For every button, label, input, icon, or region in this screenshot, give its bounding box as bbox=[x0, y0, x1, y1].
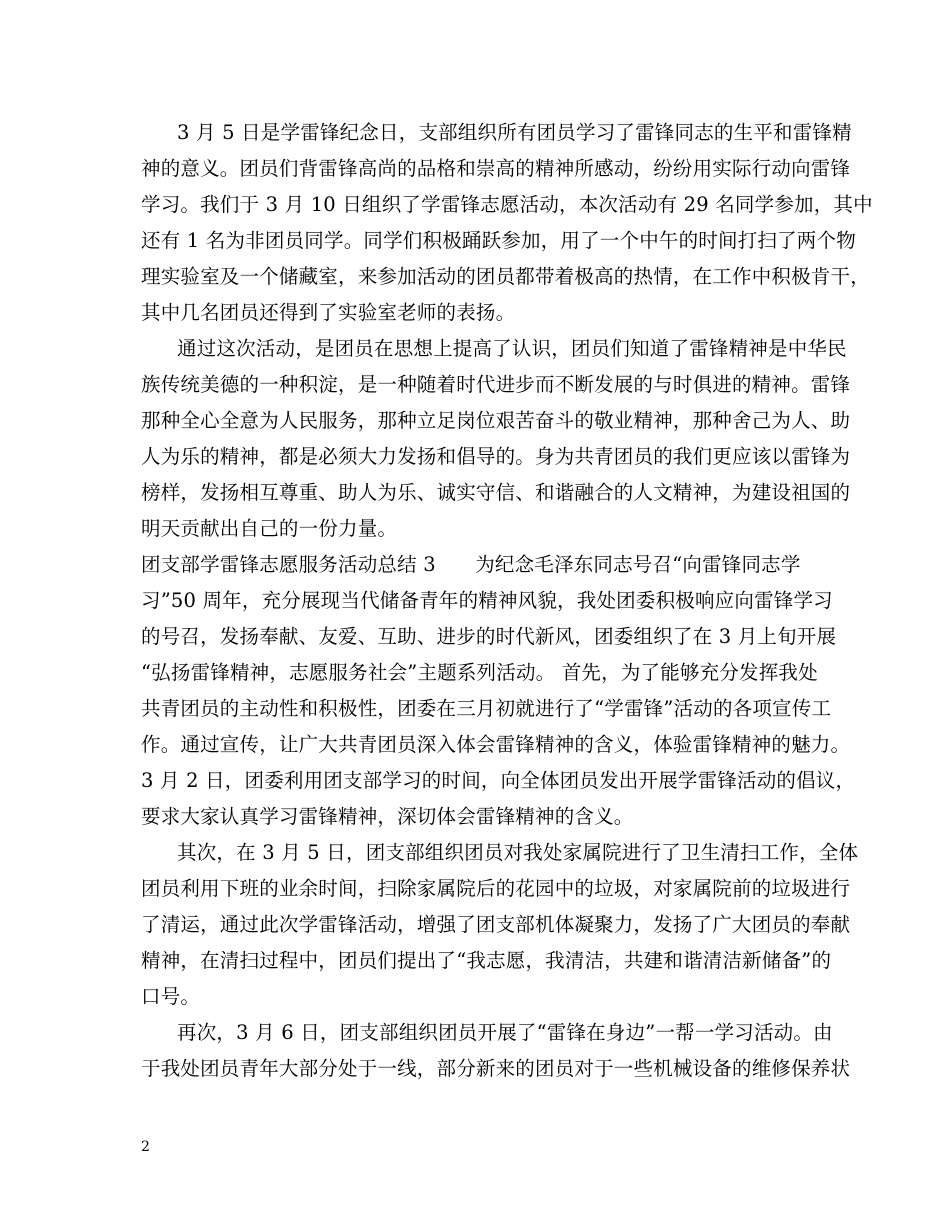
text-line: 精神，在清扫过程中，团员们提出了“我志愿，我清洁，共建和谐清洁新储备”的 bbox=[141, 949, 832, 972]
text-line: 神的意义。团员们背雷锋高尚的品格和崇高的精神所感动，纷纷用实际行动向雷锋 bbox=[141, 157, 851, 180]
text-line: 人为乐的精神，都是必须大力发扬和倡导的。身为共青团员的我们更应该以雷锋为 bbox=[141, 445, 851, 468]
text-line: 的号召，发扬奉献、友爱、互助、进步的时代新风，团委组织了在 3 月上旬开展 bbox=[141, 625, 837, 648]
text-line: “弘扬雷锋精神，志愿服务社会”主题系列活动。 首先，为了能够充分发挥我处 bbox=[141, 661, 818, 684]
text-line: 那种全心全意为人民服务，那种立足岗位艰苦奋斗的敬业精神，那种舍己为人、助 bbox=[141, 409, 851, 432]
text-line: 3 月 5 日是学雷锋纪念日，支部组织所有团员学习了雷锋同志的生平和雷锋精 bbox=[177, 121, 852, 144]
text-line: 作。通过宣传，让广大共青团员深入体会雷锋精神的含义，体验雷锋精神的魅力。 bbox=[141, 733, 851, 756]
text-line: 通过这次活动，是团员在思想上提高了认识，团员们知道了雷锋精神是中华民 bbox=[177, 337, 847, 360]
text-line: 于我处团员青年大部分处于一线，部分新来的团员对于一些机械设备的维修保养状 bbox=[141, 1057, 851, 1080]
text-line: 理实验室及一个储藏室，来参加活动的团员都带着极高的热情，在工作中积极肯干， bbox=[141, 265, 870, 288]
text-line: 共青团员的主动性和积极性，团委在三月初就进行了“学雷锋”活动的各项宣传工 bbox=[141, 697, 832, 720]
text-line: 明天贡献出自己的一份力量。 bbox=[141, 517, 398, 540]
text-line: 其中几名团员还得到了实验室老师的表扬。 bbox=[141, 301, 516, 324]
page-number: 2 bbox=[141, 1139, 150, 1155]
text-line: 口号。 bbox=[141, 985, 201, 1008]
text-line: 还有 1 名为非团员同学。同学们积极踊跃参加，用了一个中午的时间打扫了两个物 bbox=[141, 229, 856, 252]
text-line: 榜样，发扬相互尊重、助人为乐、诚实守信、和谐融合的人文精神，为建设祖国的 bbox=[141, 481, 851, 504]
text-line: 再次，3 月 6 日，团支部组织团员开展了“雷锋在身边”一帮一学习活动。由 bbox=[177, 1021, 833, 1044]
text-line: 其次，在 3 月 5 日，团支部组织团员对我处家属院进行了卫生清扫工作，全体 bbox=[177, 841, 859, 864]
text-line: 3 月 2 日，团委利用团支部学习的时间，向全体团员发出开展学雷锋活动的倡议， bbox=[141, 769, 856, 792]
text-line: 要求大家认真学习雷锋精神，深切体会雷锋精神的含义。 bbox=[141, 805, 634, 828]
text-line: 团员利用下班的业余时间，扫除家属院后的花园中的垃圾，对家属院前的垃圾进行 bbox=[141, 877, 851, 900]
text-line: 族传统美德的一种积淀，是一种随着时代进步而不断发展的与时俱进的精神。雷锋 bbox=[141, 373, 851, 396]
text-line: 学习。我们于 3 月 10 日组织了学雷锋志愿活动，本次活动有 29 名同学参加，其中 bbox=[141, 193, 873, 216]
text-line: 了清运，通过此次学雷锋活动，增强了团支部机体凝聚力，发扬了广大团员的奉献 bbox=[141, 913, 851, 936]
text-line: 习”50 周年，充分展现当代储备青年的精神风貌，我处团委积极响应向雷锋学习 bbox=[141, 589, 833, 612]
text-line: 团支部学雷锋志愿服务活动总结 3 为纪念毛泽东同志号召“向雷锋同志学 bbox=[141, 553, 801, 576]
